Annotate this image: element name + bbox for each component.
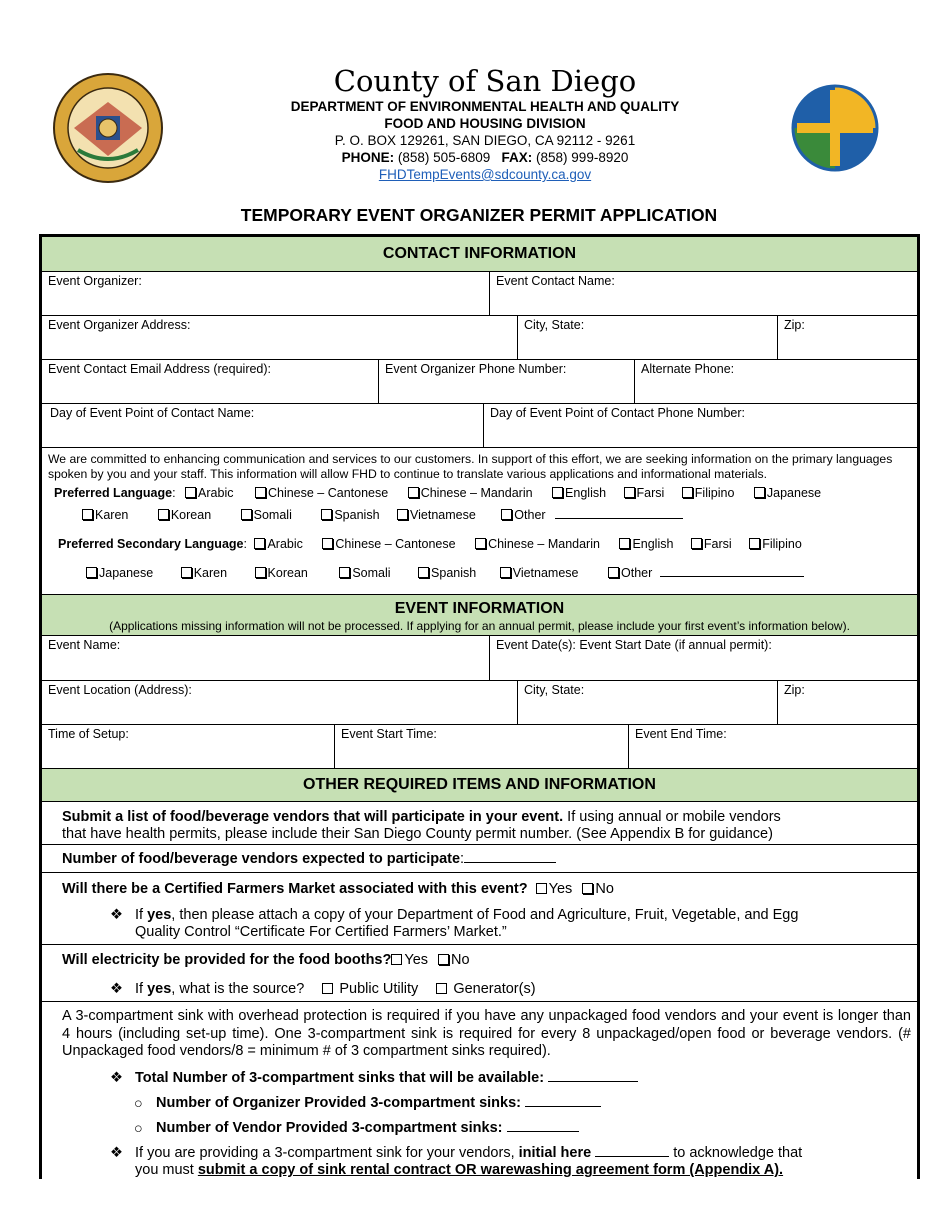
total-sinks-line: Total Number of 3-compartment sinks that will be available: [135, 1070, 638, 1086]
sec-somali-option[interactable]: Somali [339, 566, 390, 580]
contact-email-input[interactable] [48, 384, 370, 400]
sec-cantonese-option[interactable]: Chinese – Cantonese [322, 537, 455, 551]
organizer-phone-label: Event Organizer Phone Number: [385, 362, 567, 376]
checkbox[interactable] [408, 487, 419, 498]
event-zip-cell [778, 681, 917, 724]
farmers-yes-option[interactable]: Yes [536, 881, 573, 897]
fax-number: (858) 999-8920 [536, 150, 629, 165]
pref-spanish-option[interactable]: Spanish [321, 508, 379, 522]
checkbox[interactable] [322, 983, 333, 994]
bullet-icon: ❖ [110, 1145, 123, 1161]
start-time-input[interactable] [341, 749, 620, 765]
setup-time-cell [42, 725, 335, 768]
farmers-no-option[interactable]: No [582, 881, 614, 897]
event-location-cell [42, 681, 518, 724]
checkbox[interactable] [501, 509, 512, 520]
pref-cantonese-option[interactable]: Chinese – Cantonese [255, 486, 388, 500]
event-section-heading: EVENT INFORMATION [394, 600, 565, 617]
sec-filipino-option[interactable]: Filipino [749, 537, 802, 551]
circle-bullet-icon: ○ [134, 1121, 143, 1137]
pref-english-option[interactable]: English [552, 486, 606, 500]
organizer-zip-label: Zip: [784, 318, 805, 332]
vendor-sinks-blank[interactable] [507, 1131, 579, 1132]
checkbox[interactable] [682, 487, 693, 498]
event-contact-name-cell [490, 272, 917, 315]
end-time-input[interactable] [635, 749, 909, 765]
pref-vietnamese-option[interactable]: Vietnamese [397, 508, 476, 522]
organizer-phone-input[interactable] [385, 384, 626, 400]
sec-karen-option[interactable]: Karen [181, 566, 227, 580]
organizer-sinks-blank[interactable] [525, 1106, 601, 1107]
vendor-list-text: Submit a list of food/beverage vendors that will participate in your event. If using annual or mobile vendors that have health permits, please include their San Diego County permit number. (See Appendix B for guidance) [62, 809, 781, 842]
checkbox[interactable] [322, 538, 333, 549]
event-name-cell [42, 636, 490, 680]
preferred-language-row-1: Preferred Language: Arabic Chinese – Cantonese Chinese – Mandarin English Farsi Filipino Japanese [54, 486, 822, 500]
event-city-input[interactable] [524, 705, 769, 721]
event-row-1 [42, 636, 917, 681]
organizer-zip-cell [778, 316, 917, 359]
sink-requirements-text: A 3-compartment sink with overhead protection is required if you have any unpackaged food vendors and your event is longer than 4 hours (including set-up time). One 3-compartment sink is required for every 8 unpackaged/open food or beverage vendors. (# Unpackaged food vendors/8 = minimum # of 3 compartment sinks required). [62, 1008, 911, 1059]
pref-other-blank[interactable] [555, 518, 683, 519]
pref-somali-option[interactable]: Somali [241, 508, 292, 522]
contact-row-4 [42, 404, 917, 448]
initial-blank[interactable] [595, 1156, 669, 1157]
fax-label: FAX: [501, 150, 533, 165]
vendor-count-row [42, 845, 917, 873]
event-city-label: City, State: [524, 683, 585, 697]
event-name-input[interactable] [48, 661, 481, 677]
checkbox[interactable] [475, 538, 486, 549]
checkbox[interactable] [255, 487, 266, 498]
checkbox[interactable] [536, 883, 547, 894]
organizer-address-label: Event Organizer Address: [48, 318, 191, 332]
checkbox[interactable] [552, 487, 563, 498]
phone-number: (858) 505-6809 [397, 150, 491, 165]
pref-japanese-option[interactable]: Japanese [754, 486, 821, 500]
event-location-input[interactable] [48, 705, 509, 721]
event-name-label: Event Name: [48, 638, 121, 652]
sec-vietnamese-option[interactable]: Vietnamese [500, 566, 579, 580]
letterhead [0, 0, 950, 230]
electric-yes-option[interactable]: Yes [391, 952, 428, 968]
checkbox[interactable] [619, 538, 630, 549]
checkbox[interactable] [339, 567, 350, 578]
contact-email-cell [42, 360, 379, 403]
email-link[interactable]: FHDTempEvents@sdcounty.ca.gov [378, 167, 592, 182]
sec-korean-option[interactable]: Korean [255, 566, 308, 580]
checkbox[interactable] [624, 487, 635, 498]
pref-farsi-option[interactable]: Farsi [624, 486, 665, 500]
setup-time-input[interactable] [48, 749, 326, 765]
secondary-language-row-1: Preferred Secondary Language: Arabic Chinese – Cantonese Chinese – Mandarin English Farsi Filipino [58, 537, 802, 551]
sec-farsi-option[interactable]: Farsi [691, 537, 732, 551]
checkbox[interactable] [241, 509, 252, 520]
end-time-label: Event End Time: [635, 727, 727, 741]
alternate-phone-input[interactable] [641, 384, 909, 400]
contact-row-3 [42, 360, 917, 404]
checkbox[interactable] [749, 538, 760, 549]
pref-arabic-option[interactable]: Arabic [185, 486, 233, 500]
checkbox[interactable] [438, 954, 449, 965]
alternate-phone-label: Alternate Phone: [641, 362, 735, 376]
power-source-question: If yes, what is the source? Public Utility Generator(s) [135, 981, 536, 997]
event-section-heading-band [42, 595, 917, 636]
contact-email-label: Event Contact Email Address (required): [48, 362, 272, 376]
event-zip-label: Zip: [784, 683, 805, 697]
checkbox[interactable] [255, 567, 266, 578]
contact-row-2 [42, 316, 917, 360]
county-seal-logo [52, 72, 164, 184]
bullet-icon: ❖ [110, 981, 123, 997]
bullet-icon: ❖ [110, 1070, 123, 1086]
event-row-3 [42, 725, 917, 769]
alternate-phone-cell [635, 360, 917, 403]
day-contact-phone-cell [484, 404, 917, 447]
setup-time-label: Time of Setup: [48, 727, 129, 741]
department-name: DEPARTMENT OF ENVIRONMENTAL HEALTH AND QUALITY [290, 99, 680, 114]
contact-section-heading: CONTACT INFORMATION [42, 237, 917, 272]
event-zip-input[interactable] [784, 705, 909, 721]
vendor-sinks-line: Number of Vendor Provided 3-compartment sinks: [156, 1120, 579, 1136]
end-time-cell [629, 725, 917, 768]
sink-requirements-section [42, 1002, 917, 1179]
vendor-count-text: Number of food/beverage vendors expected to participate: [62, 851, 556, 867]
checkbox[interactable] [418, 567, 429, 578]
checkbox[interactable] [185, 487, 196, 498]
sec-spanish-option[interactable]: Spanish [418, 566, 476, 580]
event-organizer-cell [42, 272, 490, 315]
event-section-note: (Applications missing information will not be processed. If applying for an annual permit, please include your first event’s information below). [109, 619, 850, 633]
public-utility-option[interactable]: Public Utility [322, 981, 418, 997]
application-form [39, 234, 920, 1179]
checkbox[interactable] [582, 883, 593, 894]
start-time-label: Event Start Time: [341, 727, 437, 741]
dehq-logo [773, 66, 897, 190]
vendor-count-blank[interactable] [464, 862, 556, 863]
preferred-language-row-2 [82, 508, 683, 522]
farmers-market-row [42, 873, 917, 945]
day-contact-phone-input[interactable] [490, 428, 909, 444]
event-organizer-input[interactable] [48, 296, 481, 312]
phone-label: PHONE: [341, 150, 395, 165]
event-row-2 [42, 681, 917, 725]
organizer-city-input[interactable] [524, 340, 769, 356]
event-dates-input[interactable] [496, 661, 909, 677]
mailing-address: P. O. BOX 129261, SAN DIEGO, CA 92112 - 9261 [334, 133, 636, 148]
checkbox[interactable] [82, 509, 93, 520]
event-contact-name-label: Event Contact Name: [496, 274, 615, 288]
day-contact-name-label: Day of Event Point of Contact Name: [50, 406, 255, 420]
secondary-language-label: Preferred Secondary Language [58, 537, 244, 551]
day-contact-name-input[interactable] [48, 428, 475, 444]
bullet-icon: ❖ [110, 907, 123, 923]
organizer-city-cell [518, 316, 778, 359]
checkbox[interactable] [86, 567, 97, 578]
checkbox[interactable] [436, 983, 447, 994]
pref-karen-option[interactable]: Karen [82, 508, 128, 522]
farmers-market-question: Will there be a Certified Farmers Market associated with this event? Yes No [62, 881, 614, 897]
form-title: TEMPORARY EVENT ORGANIZER PERMIT APPLICATION [240, 205, 718, 225]
total-sinks-blank[interactable] [548, 1081, 638, 1082]
circle-bullet-icon: ○ [134, 1096, 143, 1112]
pref-other-option[interactable]: Other [501, 508, 545, 522]
sec-japanese-option[interactable]: Japanese [86, 566, 153, 580]
secondary-language-row-2 [86, 566, 804, 580]
other-section-heading: OTHER REQUIRED ITEMS AND INFORMATION [42, 769, 917, 802]
checkbox[interactable] [321, 509, 332, 520]
checkbox[interactable] [158, 509, 169, 520]
checkbox[interactable] [181, 567, 192, 578]
event-location-label: Event Location (Address): [48, 683, 192, 697]
sec-other-option[interactable]: Other [608, 566, 652, 580]
generators-option[interactable]: Generator(s) [436, 981, 535, 997]
checkbox[interactable] [608, 567, 619, 578]
checkbox[interactable] [500, 567, 511, 578]
electric-no-option[interactable]: No [438, 952, 470, 968]
electricity-row [42, 945, 917, 1002]
organizer-address-input[interactable] [48, 340, 509, 356]
event-city-cell [518, 681, 778, 724]
event-dates-label: Event Date(s): Event Start Date (if annual permit): [496, 638, 772, 652]
event-contact-name-input[interactable] [496, 296, 909, 312]
sec-other-blank[interactable] [660, 576, 804, 577]
letterhead-text [200, 64, 770, 183]
day-contact-phone-label: Day of Event Point of Contact Phone Number: [490, 406, 745, 420]
checkbox[interactable] [391, 954, 402, 965]
sink-acknowledgement: If you are providing a 3-compartment sink for your vendors, initial here to acknowledge that you must submit a copy of sink rental contract OR warewashing agreement form (Appendix A). [135, 1145, 803, 1178]
organizer-zip-input[interactable] [784, 340, 909, 356]
organizer-sinks-line: Number of Organizer Provided 3-compartment sinks: [156, 1095, 601, 1111]
checkbox[interactable] [254, 538, 265, 549]
sec-english-option[interactable]: English [619, 537, 673, 551]
event-organizer-label: Event Organizer: [48, 274, 142, 288]
day-contact-name-cell [42, 404, 484, 447]
pref-mandarin-option[interactable]: Chinese – Mandarin [408, 486, 533, 500]
contact-row-1 [42, 272, 917, 316]
language-block [42, 448, 917, 595]
sec-mandarin-option[interactable]: Chinese – Mandarin [475, 537, 600, 551]
electricity-question: Will electricity be provided for the food booths? Yes No [62, 952, 470, 968]
preferred-language-label: Preferred Language [54, 486, 173, 500]
organizer-city-label: City, State: [524, 318, 585, 332]
pref-korean-option[interactable]: Korean [158, 508, 211, 522]
language-intro: We are committed to enhancing communication and services to our customers. In support of this effort, we are seeking information on the primary languages spoken by you and your staff. This information will allow FHD to continue to translate various applications and informational materials. [48, 452, 893, 481]
farmers-market-instructions: If yes, then please attach a copy of your Department of Food and Agriculture, Fruit, Vegetable, and Egg Quality Control “Certificate For Certified Farmers’ Market.” [135, 907, 799, 940]
organizer-phone-cell [379, 360, 635, 403]
start-time-cell [335, 725, 629, 768]
event-dates-cell [490, 636, 917, 680]
checkbox[interactable] [691, 538, 702, 549]
division-name: FOOD AND HOUSING DIVISION [384, 116, 586, 131]
contact-numbers [200, 149, 770, 166]
pref-filipino-option[interactable]: Filipino [682, 486, 735, 500]
sec-arabic-option[interactable]: Arabic [254, 537, 302, 551]
organizer-address-cell [42, 316, 518, 359]
checkbox[interactable] [754, 487, 765, 498]
county-name: County of San Diego [333, 64, 637, 98]
checkbox[interactable] [397, 509, 408, 520]
vendor-list-row [42, 802, 917, 845]
